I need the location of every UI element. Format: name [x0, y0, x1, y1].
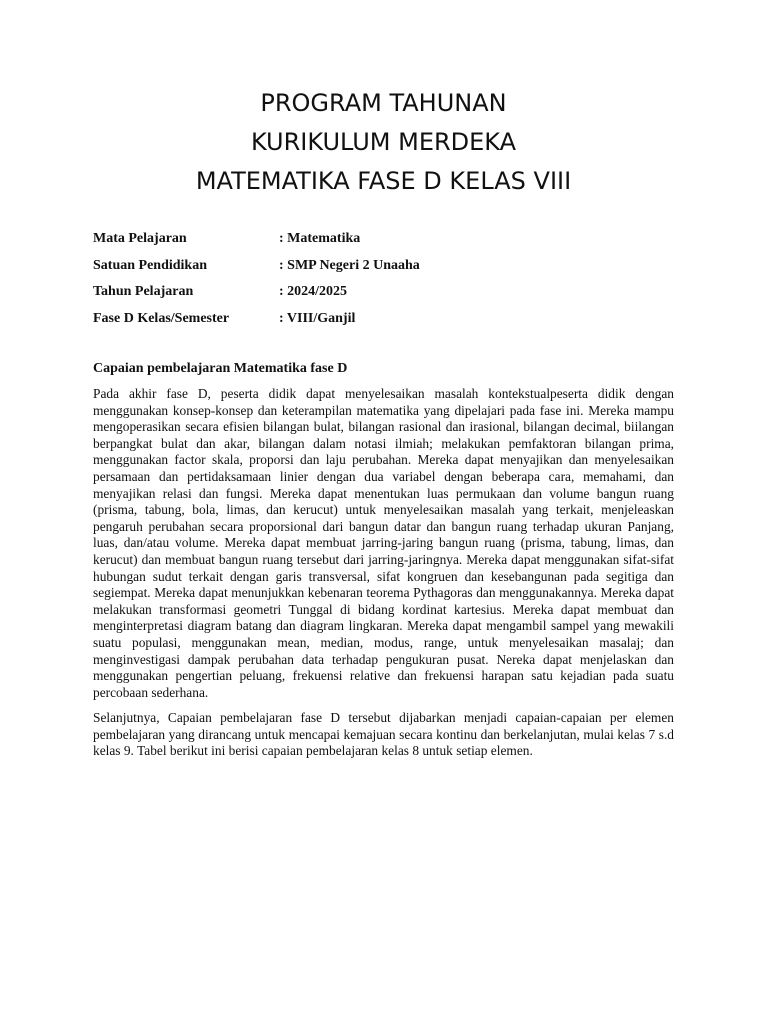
info-value: : VIII/Ganjil — [279, 310, 356, 326]
title-line-kurikulum: KURIKULUM MERDEKA — [250, 128, 517, 156]
info-value: : Matematika — [279, 231, 361, 246]
info-value: : SMP Negeri 2 Unaaha — [279, 257, 420, 273]
title-line-program: PROGRAM TAHUNAN — [260, 89, 507, 117]
info-label: Fase D Kelas/Semester — [93, 310, 230, 326]
title-line-subject: MATEMATIKA FASE D KELAS VIII — [195, 167, 572, 195]
info-row-class-semester — [93, 306, 674, 333]
info-label: Satuan Pendidikan — [93, 257, 207, 273]
paragraph-capaian: Pada akhir fase D, peserta didik dapat menyelesaikan masalah kontekstualpeserta didik dengan menggunakan konsep-konsep dan keterampilan matematika yang dipelajari pada fase ini. Mereka mampu mengoperasikan secara efisien bilangan bulat, bilangan rasional dan irasional, bilangan decimal, biilangan berpangkat bulat dan akar, bilangan dalam notasi ilmiah; melakukan pemfaktoran bilangan prima, menggunakan factor skala, proporsi dan laju perubahan. Mereka dapat menyajikan dan menyelesaikan persamaan dan pertidaksamaan linier dengan dua variabel dengan beberapa cara, memahami, dan menyajikan relasi dan fungsi. Mereka dapat menentukan luas permukaan dan volume bangun ruang (prisma, tabung, bola, limas, dan kerucut) untuk menyelesaikan masalah yang terkait, menjeleaskan pengaruh perubahan secara proporsional dari bangun datar dan bangun ruang terhadap ukuran Panjang, luas, dan/atau volume. Mereka dapat membuat jarring-jaring bangun ruang (prisma, tabung, limas, dan kerucut) dan membuat bangun ruang tersebut dari jarring-jaringnya. Mereka dapat menggunakan sifat-sifat hubungan sudut terkait dengan garis transversal, sifat kongruen dan kesebangunan pada segitiga dan segiempat. Mereka dapat menunjukkan kebenaran teorema Pythagoras dan menggunakannya. Mereka dapat melakukan transformasi geometri Tunggal di bidang kordinat kartesius. Mereka dapat membuat dan menginterpretasi diagram batang dan diagram lingkaran. Mereka dapat mengambil sampel yang mewakili suatu populasi, menggunakan mean, median, modus, range, untuk menyelesaikan masalaj; dan menginvestigasi dampak perubahan data terhadap pengukuran pusat. Nereka dapat menjelaskan dan menggunakan pengertian peluang, frekuensi relative dan frekuensi harapan satu kejadian pada suatu percobaan sederhana. — [93, 386, 674, 700]
info-row-year — [93, 279, 674, 306]
document-info-table — [93, 226, 674, 332]
info-row-subject — [93, 226, 674, 253]
info-label: Mata Pelajaran — [93, 231, 187, 246]
info-row-school — [93, 253, 674, 280]
info-label: Tahun Pelajaran — [93, 284, 194, 299]
document-page — [93, 86, 674, 760]
info-value: : 2024/2025 — [279, 284, 348, 299]
document-title — [93, 86, 674, 198]
section-heading: Capaian pembelajaran Matematika fase D — [93, 361, 348, 376]
paragraph-selanjutnya: Selanjutnya, Capaian pembelajaran fase D tersebut dijabarkan menjadi capaian-capaian per elemen pembelajaran yang dirancang untuk mencapai kemajuan secara kontinu dan berkelanjutan, mulai kelas 7 s.d kelas 9. Tabel berikut ini berisi capaian pembelajaran kelas 8 untuk setiap elemen. — [93, 710, 674, 759]
